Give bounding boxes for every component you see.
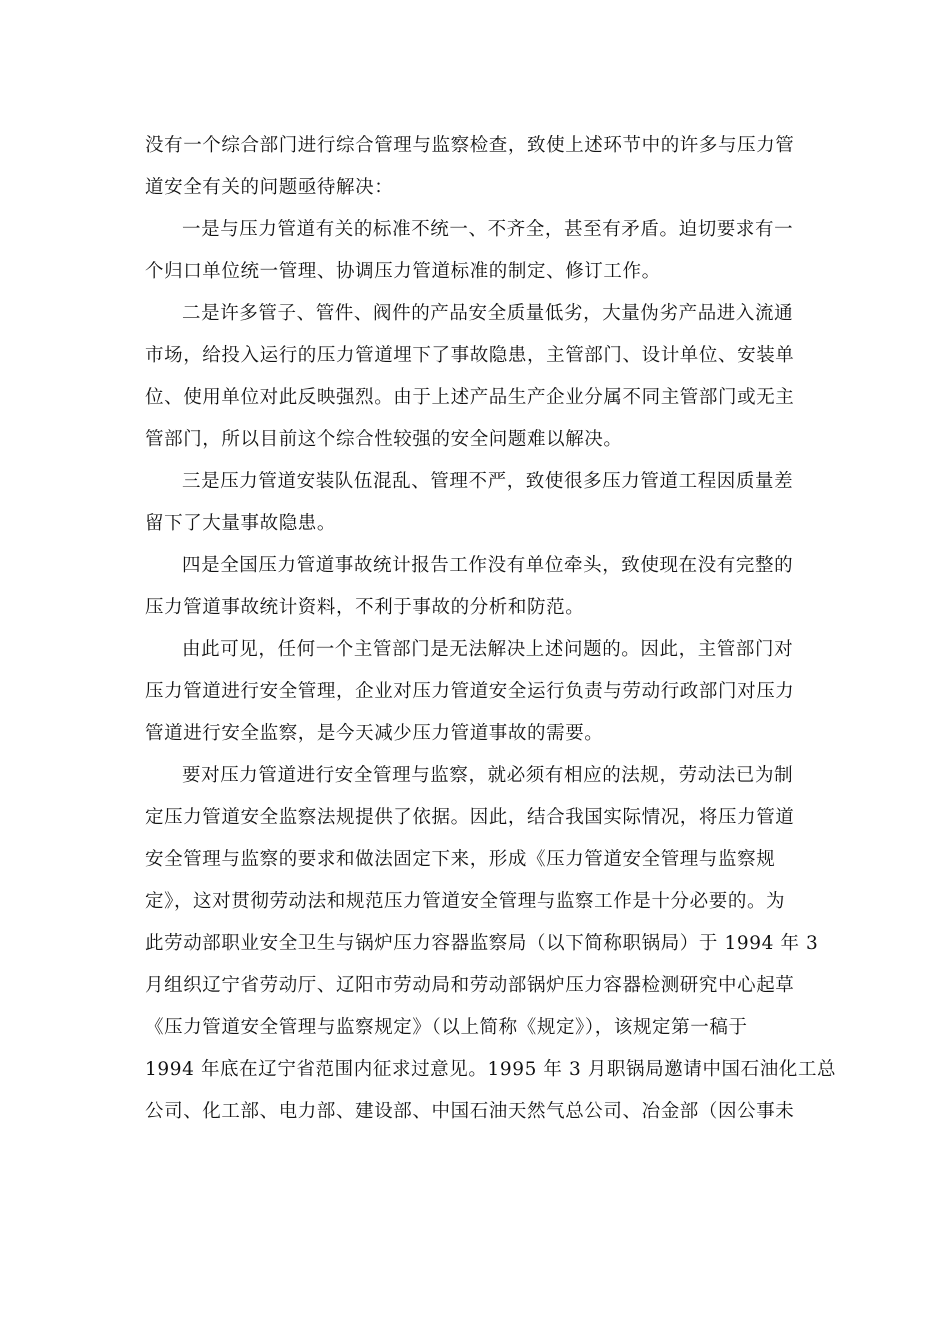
text-line: 位、使用单位对此反映强烈。由于上述产品生产企业分属不同主管部门或无主 [145,387,795,408]
text-line: 管部门，所以目前这个综合性较强的安全问题难以解决。 [145,429,623,450]
paragraph [145,629,809,755]
text-line: 1994 年底在辽宁省范围内征求过意见。1995 年 3 月职锅局邀请中国石油化工总 [145,1059,837,1080]
text-line: 压力管道进行安全管理，企业对压力管道安全运行负责与劳动行政部门对压力 [145,681,795,702]
text-line: 管道进行安全监察，是今天减少压力管道事故的需要。 [145,723,604,744]
paragraph [145,293,809,461]
text-line: 要对压力管道进行安全管理与监察，就必须有相应的法规，劳动法已为制 [182,765,794,786]
document-body [145,125,837,1133]
text-line: 公司、化工部、电力部、建设部、中国石油天然气总公司、冶金部（因公事未 [145,1101,795,1122]
paragraph [145,545,809,629]
text-line: 四是全国压力管道事故统计报告工作没有单位牵头，致使现在没有完整的 [182,555,794,576]
text-line: 没有一个综合部门进行综合管理与监察检查，致使上述环节中的许多与压力管 [145,135,795,156]
text-line: 二是许多管子、管件、阀件的产品安全质量低劣，大量伪劣产品进入流通 [182,303,794,324]
text-line: 定》，这对贯彻劳动法和规范压力管道安全管理与监察工作是十分必要的。为 [145,891,786,912]
text-line: 此劳动部职业安全卫生与锅炉压力容器监察局（以下简称职锅局）于 1994 年 3 [145,933,819,954]
paragraph [145,125,809,209]
text-line: 一是与压力管道有关的标准不统一、不齐全，甚至有矛盾。迫切要求有一 [182,219,794,240]
text-line: 三是压力管道安装队伍混乱、管理不严，致使很多压力管道工程因质量差 [182,471,794,492]
text-line: 压力管道事故统计资料，不利于事故的分析和防范。 [145,597,585,618]
text-line: 《压力管道安全管理与监察规定》（以上简称《规定》），该规定第一稿于 [145,1017,748,1038]
text-line: 道安全有关的问题亟待解决： [145,177,394,198]
paragraph [145,755,837,1133]
text-line: 留下了大量事故隐患。 [145,513,337,534]
text-line: 市场，给投入运行的压力管道埋下了事故隐患，主管部门、设计单位、安装单 [145,345,795,366]
paragraph [145,461,809,545]
text-line: 由此可见，任何一个主管部门是无法解决上述问题的。因此，主管部门对 [182,639,794,660]
paragraph [145,209,809,293]
text-line: 定压力管道安全监察法规提供了依据。因此，结合我国实际情况，将压力管道 [145,807,795,828]
text-line: 个归口单位统一管理、协调压力管道标准的制定、修订工作。 [145,261,661,282]
text-line: 安全管理与监察的要求和做法固定下来，形成《压力管道安全管理与监察规 [145,849,776,870]
text-line: 月组织辽宁省劳动厅、辽阳市劳动局和劳动部锅炉压力容器检测研究中心起草 [145,975,795,996]
